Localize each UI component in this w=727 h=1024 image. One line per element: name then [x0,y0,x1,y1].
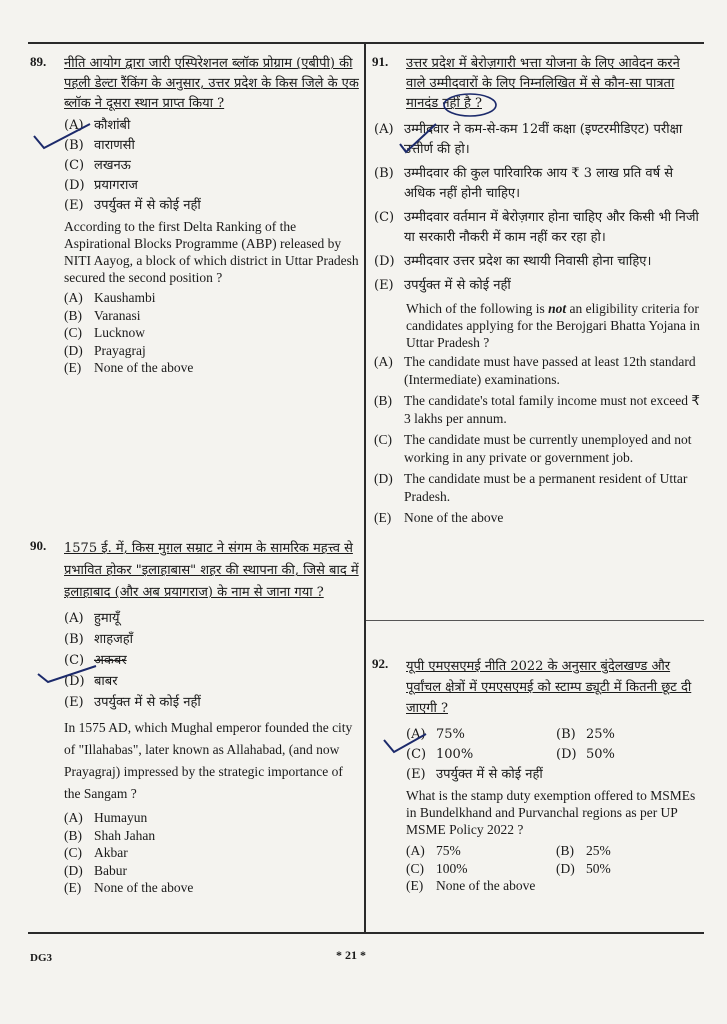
hindi-option-e [406,765,702,785]
english-options [374,353,702,527]
option-c[interactable]: (C) 100% [406,747,474,762]
option-b[interactable]: (B) वाराणसी [64,138,135,153]
option-c[interactable]: (C) Akbar [64,845,128,860]
hindi-options [406,725,702,765]
english-options [406,842,702,877]
option-c[interactable]: (C) The candidate must be currently unemployed and not working in any private or government job. [374,432,692,465]
english-options [64,289,360,377]
option-d[interactable]: (D) The candidate must be a permanent resident of Uttar Pradesh. [374,471,688,504]
option-d[interactable]: (D) Prayagraj [64,342,146,358]
top-rule [28,42,704,44]
option-e[interactable]: (E) उपर्युक्त में से कोई नहीं [406,767,543,782]
paper-code: DG3 [30,952,52,964]
option-c[interactable]: (C) 100% [406,860,468,876]
option-d[interactable]: (D) 50% [556,860,611,876]
question-number: 89. [30,54,47,69]
option-d[interactable]: (D) Babur [64,862,127,878]
option-c[interactable]: (C) लखनऊ [64,158,131,173]
question-90 [30,538,360,897]
answer-tick-mark [30,118,100,152]
option-e[interactable]: (E) None of the above [406,878,536,893]
question-number: 91. [372,54,389,69]
option-d[interactable]: (D) प्रयागराज [64,178,138,193]
option-b[interactable]: (B) उम्मीदवार की कुल पारिवारिक आय ₹ 3 लाख प्रति वर्ष से अधिक नहीं होनी चाहिए। [374,166,674,201]
option-d[interactable]: (D) उम्मीदवार उत्तर प्रदेश का स्थायी निवासी होना चाहिए। [374,254,652,269]
bottom-rule [28,932,704,934]
option-e[interactable]: (E) None of the above [64,880,194,895]
hindi-options [64,116,360,216]
answer-tick-mark [380,728,430,758]
option-b[interactable]: (B) Shah Jahan [64,827,156,843]
question-english: Which of the following is not an eligibility criteria for candidates applying for the Berojgari Bhatta Yojana in Uttar Pradesh ? [406,301,700,350]
column-divider [364,42,366,932]
question-separator [366,620,704,621]
option-b[interactable]: (B) Varanasi [64,307,141,323]
option-e[interactable]: (E) None of the above [64,360,194,375]
question-number: 90. [30,538,47,553]
option-e[interactable]: (E) उपर्युक्त में से कोई नहीं [64,695,201,710]
english-options [64,809,360,897]
question-english: What is the stamp duty exemption offered to MSMEs in Bundelkhand and Purvanchal regions as per UP MSME Policy 2022 ? [406,788,696,837]
option-a[interactable]: (A) उम्मीदवार ने कम-से-कम 12वीं कक्षा (इण्टरमीडिएट) परीक्षा उत्तीर्ण की हो। [374,122,683,157]
option-b[interactable]: (B) शाहजहाँ [64,632,134,647]
question-hindi: यूपी एमएसएमई नीति 2022 के अनुसार बुंदेलखण्ड और पूर्वांचल क्षेत्रों में एमएसएमई को स्टाम्प ड्यूटी में कितनी छूट दी जाएगी ? [406,659,692,716]
option-d[interactable]: (D) 50% [556,747,615,762]
option-a[interactable]: (A) 75% [406,727,465,742]
question-hindi: नीति आयोग द्वारा जारी एस्पिरेशनल ब्लॉक प्रोग्राम (एबीपी) की पहली डेल्टा रैंकिंग के अनुसार, उत्तर प्रदेश के किस जिले के एक ब्लॉक ने दूसरा स्थान प्राप्त किया ? [64,56,359,111]
answer-tick-mark [396,118,444,158]
question-hindi: उत्तर प्रदेश में बेरोज़गारी भत्ता योजना के लिए आवेदन करने वाले उम्मीदवारों के लिए निम्नलिखित में से कौन-सा पात्रता मानदंड नहीं है ? [406,56,680,111]
option-a[interactable]: (A) कौशांबी [64,118,131,133]
option-a[interactable]: (A) 75% [406,843,461,858]
question-hindi: 1575 ई. में, किस मुग़ल सम्राट ने संगम के सामरिक महत्त्व से प्रभावित होकर "इलाहाबास" शहर की स्थापना की, जिसे बाद में इलाहाबाद (और अब प्रयागराज) के नाम से जाना गया ? [64,541,359,600]
option-a[interactable]: (A) Humayun [64,810,148,825]
option-e[interactable]: (E) उपर्युक्त में से कोई नहीं [64,198,201,213]
option-a[interactable]: (A) हुमायूँ [64,611,120,626]
option-b[interactable]: (B) The candidate's total family income must not exceed ₹ 3 lakhs per annum. [374,393,700,426]
question-english: In 1575 AD, which Mughal emperor founded the city of "Illahabas", later known as Allahabad, (and now Prayagraj) impressed by the strategic importance of the Sangam ? [64,720,353,801]
option-a[interactable]: (A) The candidate must have passed at least 12th standard (Intermediate) examinations. [374,354,696,387]
option-c[interactable]: (C) Lucknow [64,325,145,340]
option-d[interactable]: (D) बाबर [64,674,118,689]
option-c[interactable]: (C) उम्मीदवार वर्तमान में बेरोज़गार होना चाहिए और किसी भी निजी या सरकारी नौकरी में काम नहीं कर रहा हो। [374,210,699,245]
option-c[interactable]: (C) अकबर [64,653,127,668]
option-a[interactable]: (A) Kaushambi [64,290,156,305]
option-e[interactable]: (E) उपर्युक्त में से कोई नहीं [374,278,511,293]
option-b[interactable]: (B) 25% [556,727,615,742]
option-b[interactable]: (B) 25% [556,843,611,858]
question-number: 92. [372,656,389,671]
question-92 [372,656,702,895]
hindi-options [64,608,360,713]
option-e[interactable]: (E) None of the above [374,510,504,525]
english-option-e [406,877,702,895]
answer-tick-mark [34,660,104,686]
circle-annotation [442,92,498,118]
page-number: * 21 * [336,948,366,962]
question-89 [30,54,360,377]
question-english: According to the first Delta Ranking of the Aspirational Blocks Programme (ABP) released by NITI Aayog, a block of which district in Uttar Pradesh secured the second position ? [64,219,359,285]
